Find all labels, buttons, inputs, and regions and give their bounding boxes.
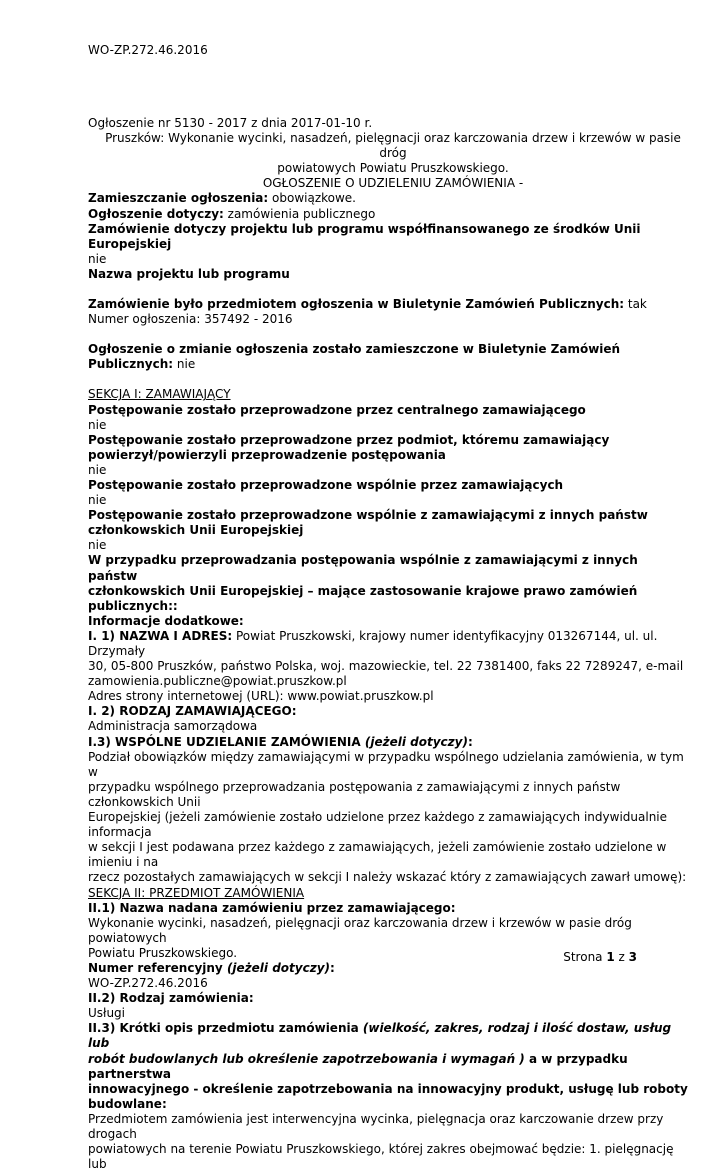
section-title: SEKCJA II: PRZEDMIOT ZAMÓWIENIA (88, 885, 305, 900)
paragraph-line: powiatowych na terenie Powiatu Pruszkowskiego, której zakres obejmować będzie: 1. pielęgnację lub (88, 1142, 674, 1172)
field-value: tak (624, 297, 647, 312)
field-value: Administracja samorządowa (88, 719, 258, 734)
page-total: 3 (628, 950, 637, 964)
info-label: Informacje dodatkowe: (88, 613, 244, 628)
field-label-colon: : (330, 960, 335, 975)
field-label: II.1) Nazwa nadana zamówieniu przez zamawiającego: (88, 900, 456, 915)
field-label: Nazwa projektu lub programu (88, 266, 290, 281)
notice-heading: OGŁOSZENIE O UDZIELENIU ZAMÓWIENIA - (262, 176, 524, 191)
field-label-italic: (jeżeli dotyczy) (364, 734, 468, 749)
field-label: innowacyjnego - określenie zapotrzebowania na innowacyjny produkt, usługę lub roboty (88, 1081, 688, 1096)
field-label: I.3) WSPÓLNE UDZIELANIE ZAMÓWIENIA (88, 734, 365, 749)
field-value: Powiat Pruszkowski, krajowy numer identyfikacyjny 013267144, ul. ul. Drzymały (88, 628, 658, 658)
page-number (563, 950, 637, 964)
notice-title-line: Pruszków: Wykonanie wycinki, nasadzeń, pielęgnacji oraz karczowania drzew i krzewów w pasie dróg (105, 131, 681, 161)
answer: nie (88, 493, 107, 508)
field-label-colon: : (467, 734, 473, 749)
field-label: II.2) Rodzaj zamówienia: (88, 991, 254, 1006)
field-label: Zamieszczanie ogłoszenia: (88, 191, 269, 206)
field-label: Zamówienie było przedmiotem ogłoszenia w Biuletynie Zamówień Publicznych: (88, 297, 625, 312)
field-value: Usługi (88, 1006, 126, 1021)
field-value: obowiązkowe. (268, 191, 356, 206)
paragraph-line: Powiatu Pruszkowskiego. (88, 945, 238, 960)
field-label: Numer referencyjny (88, 960, 227, 975)
address-line: 30, 05-800 Pruszków, państwo Polska, woj. mazowieckie, tel. 22 7381400, faks 22 7289247, e-mail (88, 659, 684, 674)
field-label-italic: robót budowlanych lub określenie zapotrzebowania i wymagań ) (88, 1051, 525, 1066)
paragraph-line: przypadku wspólnego przeprowadzania postępowania z zamawiającymi z innych państw członkowskich Unii (88, 779, 621, 809)
paragraph-line: Przedmiotem zamówienia jest interwencyjna wycinka, pielęgnacja oraz karczowanie drzew przy drogach (88, 1111, 664, 1141)
answer: nie (88, 538, 107, 553)
field-zamieszczanie (88, 191, 688, 206)
field-value: nie (173, 357, 196, 372)
email-line: zamowienia.publiczne@powiat.pruszkow.pl (88, 674, 347, 689)
field-label-italic: (wielkość, zakres, rodzaj i ilość dostaw, usług lub (88, 1021, 672, 1051)
section-title: SEKCJA I: ZAMAWIAJĄCY (88, 387, 231, 402)
page-current: 1 (606, 950, 615, 964)
field-numer-ogloszenia: Numer ogłoszenia: 357492 - 2016 (88, 312, 293, 327)
field-label-italic: (jeżeli dotyczy) (226, 960, 330, 975)
question: członkowskich Unii Europejskiej – mające zastosowanie krajowe prawo zamówień (88, 583, 638, 598)
header-reference: WO-ZP.272.46.2016 (88, 43, 208, 57)
field-label: II.3) Krótki opis przedmiotu zamówienia (88, 1021, 363, 1036)
paragraph-line: w sekcji I jest podawana przez każdego z zamawiających, jeżeli zamówienie zostało udzielone w imieniu i na (88, 840, 667, 870)
field-value: zamówienia publicznego (223, 206, 376, 221)
field-biuletyn (88, 297, 688, 312)
paragraph-line: Podział obowiązków między zamawiającymi w przypadku wspólnego udzielania zamówienia, w tym w (88, 749, 684, 779)
question: W przypadku przeprowadzania postępowania wspólnie z zamawiającymi z innych państw (88, 553, 638, 583)
page-label: Strona (563, 950, 607, 964)
field-label: Ogłoszenie dotyczy: (88, 206, 224, 221)
field-value: nie (88, 251, 107, 266)
paragraph-line: Wykonanie wycinki, nasadzeń, pielęgnacji oraz karczowania drzew i krzewów w pasie dróg powiatowych (88, 915, 632, 945)
paragraph-line: Europejskiej (jeżeli zamówienie zostało udzielone przez każdego z zamawiających indywidualnie informacja (88, 810, 668, 840)
question: Postępowanie zostało przeprowadzone wspólnie z zamawiającymi z innych państw (88, 508, 648, 523)
field-zmiana (88, 342, 688, 372)
field-label: I. 2) RODZAJ ZAMAWIAJĄCEGO: (88, 704, 297, 719)
answer: nie (88, 462, 107, 477)
notice-title-line: powiatowych Powiatu Pruszkowskiego. (277, 161, 509, 176)
question: członkowskich Unii Europejskiej (88, 523, 304, 538)
question: Postępowanie zostało przeprowadzone przez centralnego zamawiającego (88, 402, 586, 417)
question: powierzył/powierzyli przeprowadzenie postępowania (88, 447, 446, 462)
field-value: WO-ZP.272.46.2016 (88, 976, 208, 991)
field-label: Zamówienie dotyczy projektu lub programu współfinansowanego ze środków Unii Europejskiej (88, 221, 641, 251)
document-body (88, 116, 688, 1172)
field-wspolne (88, 735, 688, 750)
field-opis (88, 1021, 688, 1051)
paragraph-line: rzecz pozostałych zamawiających w sekcji I należy wskazać który z zamawiających zawarł umowę): (88, 870, 687, 885)
page-sep: z (614, 950, 629, 964)
answer: nie (88, 417, 107, 432)
field-label: Ogłoszenie o zmianie ogłoszenia zostało zamieszczone w Biuletynie Zamówień Publicznych: (88, 342, 621, 372)
question: publicznych:: (88, 598, 178, 613)
question: Postępowanie zostało przeprowadzone wspólnie przez zamawiających (88, 477, 564, 492)
notice-number: Ogłoszenie nr 5130 - 2017 z dnia 2017-01-10 r. (88, 116, 373, 130)
field-nazwa-adres (88, 629, 688, 659)
field-label: a w przypadku partnerstwa (88, 1051, 628, 1081)
field-label: I. 1) NAZWA I ADRES: (88, 628, 233, 643)
url-line: Adres strony internetowej (URL): www.powiat.pruszkow.pl (88, 689, 434, 704)
field-opis-cont (88, 1052, 688, 1082)
field-dotyczy (88, 207, 688, 222)
field-label: budowlane: (88, 1096, 167, 1111)
question: Postępowanie zostało przeprowadzone przez podmiot, któremu zamawiający (88, 432, 610, 447)
